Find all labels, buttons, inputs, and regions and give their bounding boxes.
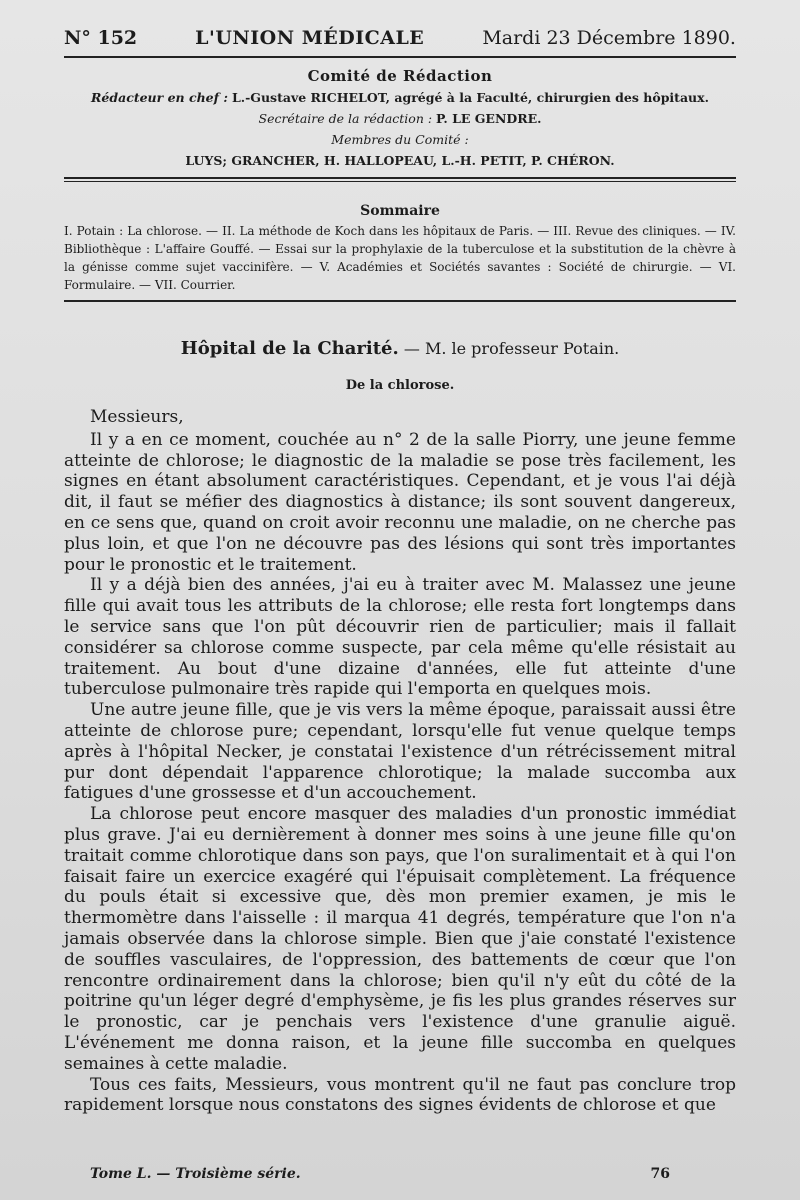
members-names: LUYS; GRANCHER, H. HALLOPEAU, L.-H. PETIT, P. CHÉRON. <box>185 153 615 168</box>
article-subtitle: De la chlorose. <box>345 378 455 393</box>
chief-editor-label: Rédacteur en chef : <box>91 90 228 105</box>
sommaire-title: Sommaire <box>360 203 440 219</box>
chief-editor-name: L.-Gustave RICHELOT, agrégé à la Faculté, chirurgien des hôpitaux. <box>231 90 709 105</box>
salutation: Messieurs, <box>90 407 184 427</box>
committee-title: Comité de Rédaction <box>307 67 493 85</box>
paragraph: Une autre jeune fille, que je vis vers la même époque, paraissait aussi être atteinte de chlorose pure; cependant, lorsqu'elle fut venue quelque temps après à l'hôpital Necker, je constatai l'existence d'un rétrécissement mitral pur dont dépendait l'apparence chlorotique; la malade succomba aux fatigues d'une grossesse et d'un accouchement. <box>64 700 736 804</box>
hospital-name: Hôpital de la Charité. <box>180 338 399 359</box>
members-label-line <box>64 129 736 150</box>
sommaire-text: I. Potain : La chlorose. — II. La méthode de Koch dans les hôpitaux de Paris. — III. Revue des cliniques. — IV. Bibliothèque : L'affaire Gouffé. — Essai sur la prophylaxie de la tuberculose et la substitution de la chèvre à la génisse comme sujet vaccinifère. — V. Académies et Sociétés savantes : Société de chirurgie. — VI. Formulaire. — VII. Courrier. <box>64 224 736 292</box>
signature-number: 76 <box>650 1166 670 1182</box>
paragraph: Tous ces faits, Messieurs, vous montrent qu'il ne faut pas conclure trop rapidement lorsque nous constatons des signes évidents de chlorose et que <box>64 1074 736 1116</box>
secretary-name: P. LE GENDRE. <box>436 111 542 126</box>
paragraph: Il y a en ce moment, couchée au n° 2 de la salle Piorry, une jeune femme atteinte de chlorose; le diagnostic de la maladie se pose très facilement, les signes en étant absolument caractéristiques. Cependant, et je vous l'ai déjà dit, il faut se méfier des diagnostics à distance; ils sont souvent dangereux, en ce sens que, quand on croit avoir reconnu une maladie, on ne cherche pas plus loin, et que l'on ne découvre pas des lésions qui sont très importantes pour le pronostic et le traitement. <box>64 429 736 575</box>
professor-name: — M. le professeur Potain. <box>403 339 620 358</box>
sommaire <box>64 202 736 294</box>
article-body <box>64 407 736 1116</box>
journal-title: L'UNION MÉDICALE <box>195 27 425 49</box>
sommaire-rule <box>64 300 736 302</box>
header-double-rule <box>64 177 736 182</box>
page-footer <box>90 1166 670 1182</box>
page-number: N° 152 <box>64 27 138 49</box>
paragraph: Il y a déjà bien des années, j'ai eu à traiter avec M. Malassez une jeune fille qui avait tous les attributs de la chlorose; elle resta fort longtemps dans le service sans que l'on pût découvrir rien de particulier; mais il fallait considérer sa chlorose comme suspecte, par cela même qu'elle résistait au traitement. Au bout d'une dizaine d'années, elle fut atteinte d'une tuberculose pulmonaire très rapide qui l'emporta en quelques mois. <box>64 575 736 700</box>
article-heading <box>64 338 736 360</box>
members-line <box>64 150 736 171</box>
secretary-label: Secrétaire de la rédaction : <box>258 111 433 126</box>
tome-line: Tome L. — Troisième série. <box>90 1166 301 1182</box>
editorial-committee <box>64 66 736 171</box>
members-label: Membres du Comité : <box>331 132 469 147</box>
paragraph: La chlorose peut encore masquer des maladies d'un pronostic immédiat plus grave. J'ai eu dernièrement à donner mes soins à une jeune fille qu'on traitait comme chlorotique dans son pays, que l'on suralimentait et à qui l'on faisait faire un exercice exagéré qui l'épuisait complètement. La fréquence du pouls était si excessive que, dès mon premier examen, je mis le thermomètre dans l'aisselle : il marqua 41 degrés, température que l'on n'a jamais observée dans la chlorose simple. Bien que j'aie constaté l'existence de souffles vasculaires, de l'oppression, des battements de cœur que l'on rencontre ordinairement dans la chlorose; bien qu'il n'y eût du côté de la poitrine qu'un léger degré d'emphysème, je fis les plus grandes réserves sur le pronostic, car je penchais vers l'existence d'une granulie aiguë. L'événement me donna raison, et la jeune fille succomba en quelques semaines à cette maladie. <box>64 804 736 1074</box>
secretary-line <box>64 108 736 129</box>
issue-date: Mardi 23 Décembre 1890. <box>482 27 736 49</box>
chief-editor-line <box>64 87 736 108</box>
running-head <box>64 26 736 58</box>
